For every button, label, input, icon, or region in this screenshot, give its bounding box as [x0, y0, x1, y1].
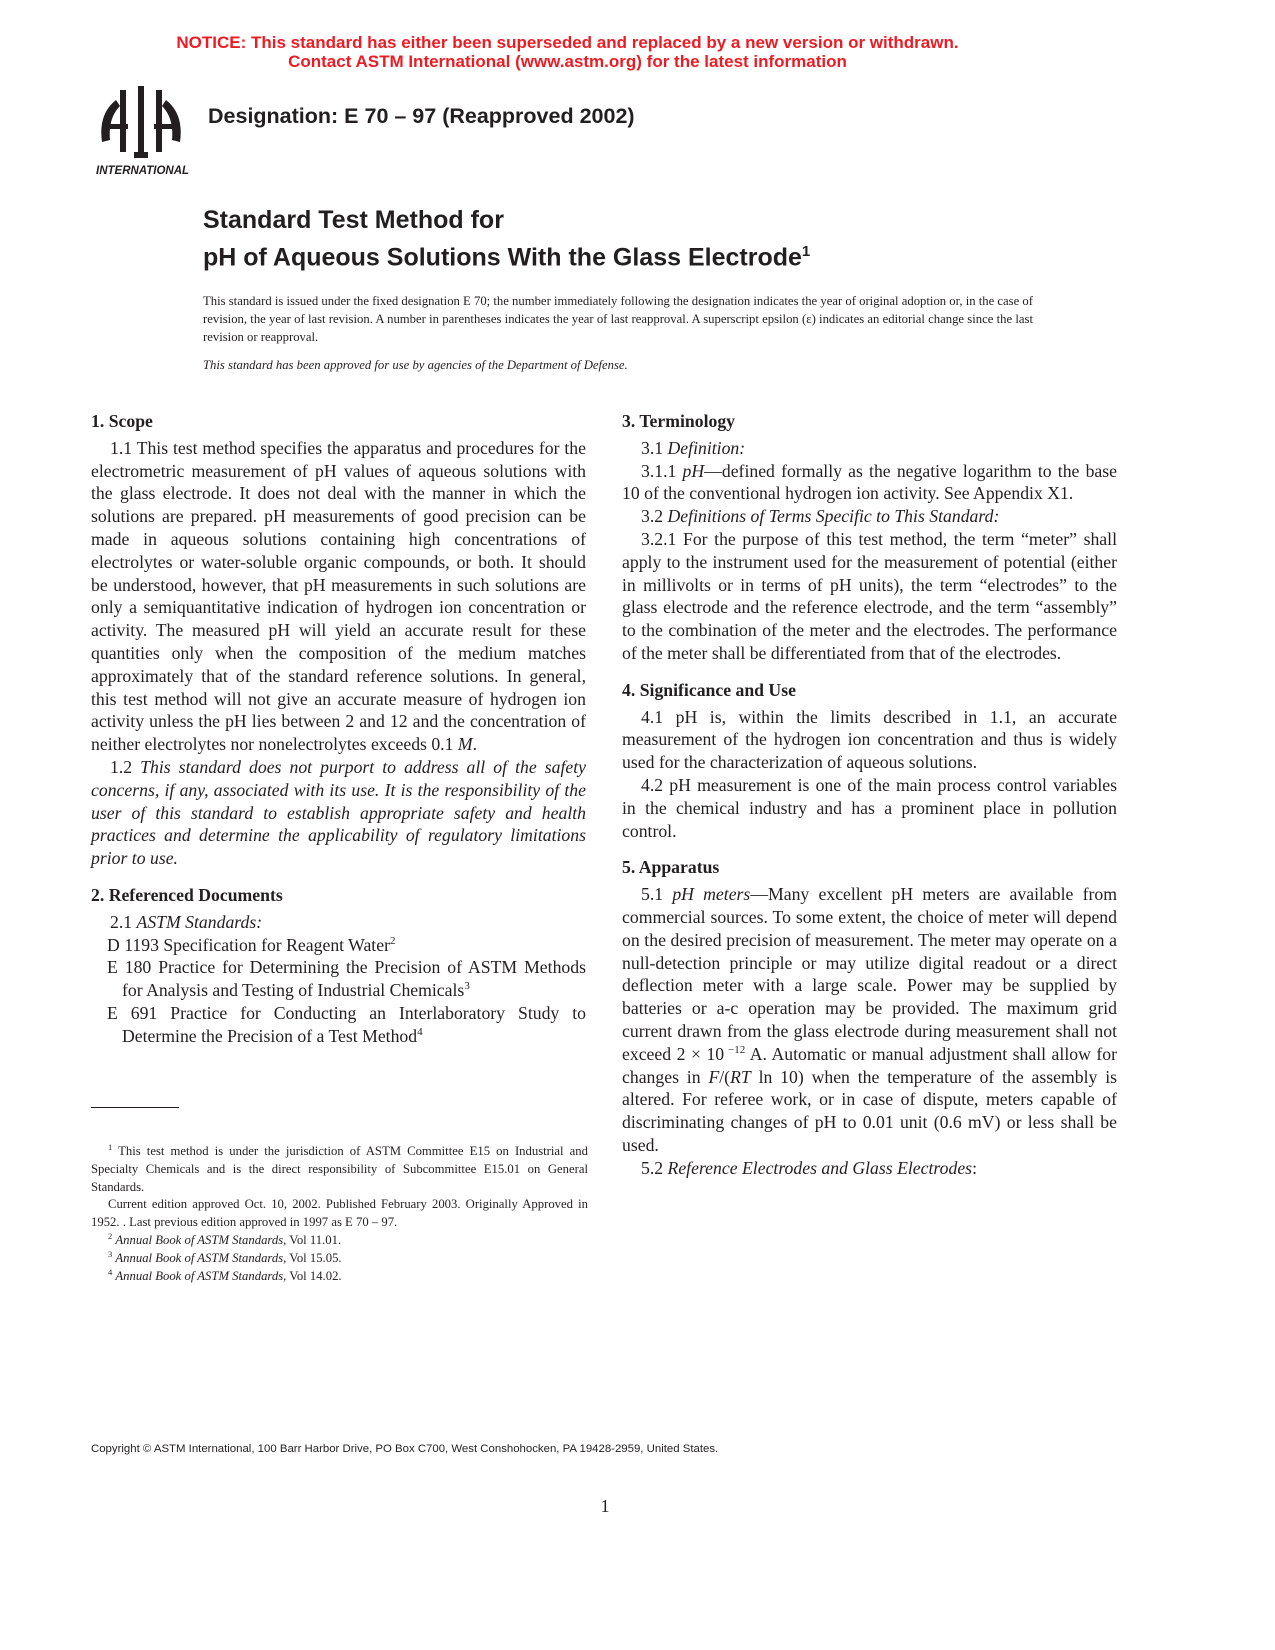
footnote-text: Current edition approved Oct. 10, 2002. Published February 2003. Originally Approved in 1952. . Last previous edition approved in 1997 as E 70 – 97. — [91, 1197, 588, 1230]
section-heading-referenced-documents: 2. Referenced Documents — [91, 884, 283, 905]
paragraph-3-1-text: Definition: — [667, 437, 746, 458]
paragraph-5-2-colon: : — [972, 1157, 977, 1178]
section-heading-significance: 4. Significance and Use — [622, 679, 796, 700]
footnote-book-title: Annual Book of ASTM Standards, — [115, 1250, 287, 1265]
reference-text: E 691 Practice for Conducting an Interlaboratory Study to Determine the Precision of a Test Method — [107, 1002, 586, 1046]
paragraph-3-1-num: 3.1 — [641, 437, 664, 458]
footnote-text: Vol 15.05. — [286, 1250, 342, 1265]
copyright-line: Copyright © ASTM International, 100 Barr Harbor Drive, PO Box C700, West Conshohocken, PA 19428-2959, United States. — [91, 1443, 719, 1455]
unit-molar: M — [457, 734, 473, 755]
reference-footnote-mark: 4 — [417, 1025, 423, 1038]
page-number: 1 — [600, 1496, 610, 1516]
paragraph-5-2 — [622, 1157, 1117, 1180]
formula-f: F — [708, 1066, 720, 1087]
dod-approval-note: This standard has been approved for use by agencies of the Department of Defense. — [203, 358, 628, 372]
paragraph-3-1 — [622, 437, 1117, 460]
footnote-book-title: Annual Book of ASTM Standards, — [115, 1232, 287, 1247]
paragraph-1-1-text: 1.1 This test method specifies the apparatus and procedures for the electrometric measurement of pH values of aqueous solutions with the glass electrode. It does not deal with the manner in which the solutions are prepared. pH measurements of good precision can be made in aqueous solutions containing high concentrations of electrolytes or water-soluble organic compounds, or both. It should be understood, however, that pH measurements in such solutions are only a semiquantitative indication of hydrogen ion concentration or activity. The measured pH will yield an accurate result for these quantities only when the composition of the medium matches approximately that of the standard reference solutions. In general, this test method will not give an accurate measure of hydrogen ion activity unless the pH lies between 2 and 12 and the concentration of neither electrolytes nor nonelectrolytes exceeds 0.1 — [91, 437, 586, 755]
paragraph-3-2-num: 3.2 — [641, 506, 664, 527]
paragraph-5-1-text-a: —Many excellent pH meters are available from commercial sources. To some extent, the choice of meter will depend on the desired precision of measurement. The meter may operate on a null-detection principle or may utilize digital readout or a direct deflection meter with a large scale. Power may be supplied by batteries or a-c operation may be provided. The maximum grid current drawn from the glass electrode during measurement shall not exceed 2 × 10 — [622, 884, 1117, 1064]
paragraph-1-2-text: This standard does not purport to address all of the safety concerns, if any, associated with its use. It is the responsibility of the user of this standard to establish appropriate safety and health practices and determine the applicability of regulatory limitations prior to use. — [91, 756, 586, 869]
paragraph-3-1-1-num: 3.1.1 — [641, 460, 677, 481]
footnote-text: Vol 14.02. — [286, 1268, 342, 1283]
title-footnote-mark: 1 — [801, 243, 811, 260]
reference-item-e180 — [91, 956, 586, 1002]
issue-note: This standard is issued under the fixed designation E 70; the number immediately following the designation indicates the year of original adoption or, in the case of revision, the year of last revision. A number in parentheses indicates the year of last reapproval. A superscript epsilon (ε) indicates an editorial change since the last revision or reapproval. — [203, 294, 1033, 344]
title-line-2-text: pH of Aqueous Solutions With the Glass Electrode — [203, 243, 802, 272]
footnote-4 — [91, 1268, 588, 1286]
footnote-text: Vol 11.01. — [286, 1232, 342, 1247]
footnote-text: This test method is under the jurisdiction of ASTM Committee E15 on Industrial and Specialty Chemicals and is the direct responsibility of Subcommittee E15.01 on General Standards. — [91, 1144, 588, 1194]
paragraph-4-1: 4.1 pH is, within the limits described in 1.1, an accurate measurement of the hydrogen ion concentration and thus is widely used for the characterization of aqueous solutions. — [622, 706, 1117, 773]
reference-footnote-mark: 3 — [464, 980, 470, 993]
section-heading-apparatus: 5. Apparatus — [622, 857, 720, 878]
paragraph-3-2-text: Definitions of Terms Specific to This Standard: — [667, 506, 1000, 527]
paragraph-2-1-num: 2.1 — [110, 911, 133, 932]
paragraph-3-1-1 — [622, 460, 1117, 506]
section-heading-terminology: 3. Terminology — [622, 411, 736, 431]
notice-line-2: Contact ASTM International (www.astm.org) for the latest information — [288, 52, 847, 71]
left-column — [91, 410, 586, 1048]
title-line-1: Standard Test Method for — [203, 206, 504, 234]
footnote-mark: 2 — [108, 1230, 113, 1241]
astm-logo-icon — [94, 84, 194, 180]
footnotes — [91, 1143, 588, 1285]
paragraph-5-2-text: Reference Electrodes and Glass Electrodes — [667, 1157, 973, 1178]
paragraph-2-1-text: ASTM Standards: — [136, 911, 263, 932]
paragraph-2-1 — [91, 911, 586, 934]
paragraph-5-1-text-c: ln 10) when the temperature of the assembly is altered. For referee work, or in case of dispute, meters capable of discriminating changes of pH to 0.01 unit (0.6 mV) or less shall be used. — [622, 1066, 1118, 1155]
paragraph-3-2 — [622, 505, 1117, 528]
reference-text: E 180 Practice for Determining the Precision of ASTM Methods for Analysis and Testing of Industrial Chemicals — [107, 957, 586, 1001]
paragraph-5-1-num: 5.1 — [641, 884, 664, 905]
term-ph: pH — [682, 460, 705, 481]
grid-current-exponent: −12 — [724, 1043, 746, 1056]
reference-text: D 1193 Specification for Reagent Water — [107, 934, 390, 955]
footnote-2 — [91, 1232, 588, 1250]
paragraph-5-2-num: 5.2 — [641, 1157, 664, 1178]
document-title — [203, 205, 810, 273]
footnote-edition — [91, 1196, 588, 1232]
notice-banner — [0, 33, 1135, 71]
paragraph-1-2-num: 1.2 — [110, 756, 133, 777]
right-column — [622, 410, 1117, 1180]
reference-item-e691 — [91, 1002, 586, 1048]
footnote-divider — [91, 1107, 179, 1108]
footnote-mark: 1 — [108, 1142, 113, 1152]
paragraph-3-1-1-text: —defined formally as the negative logarithm to the base 10 of the conventional hydrogen ion activity. See Appendix X1. — [622, 460, 1117, 504]
title-line-2 — [203, 236, 810, 273]
footnote-mark: 4 — [108, 1266, 113, 1277]
paragraph-4-2: 4.2 pH measurement is one of the main process control variables in the chemical industry and has a prominent place in pollution control. — [622, 774, 1117, 841]
section-heading-scope: 1. Scope — [91, 411, 153, 431]
designation: Designation: E 70 – 97 (Reapproved 2002) — [208, 104, 635, 128]
logo-wordmark: INTERNATIONAL — [96, 165, 190, 177]
notice-line-1: NOTICE: This standard has either been superseded and replaced by a new version or withdrawn. — [176, 33, 959, 52]
footnote-mark: 3 — [108, 1248, 113, 1259]
reference-item-d1193 — [91, 934, 586, 957]
footnote-1 — [91, 1143, 588, 1196]
reference-footnote-mark: 2 — [389, 934, 396, 947]
paragraph-1-1: 1.1 This test method specifies the apparatus and procedures for the electrometric measurement of pH values of aqueous solutions with the glass electrode. It does not deal with the manner in which the solutions are prepared. pH measurements of good precision can be made in aqueous solutions containing high concentrations of electrolytes or water-soluble organic compounds, or both. It should be understood, however, that pH measurements in such solutions are only a semiquantitative indication of hydrogen ion concentration or activity. The measured pH will yield an accurate result for these quantities only when the composition of the medium matches approximately that of the standard reference solutions. In general, this test method will not give an accurate measure of hydrogen ion activity unless the pH lies between 2 and 12 and the concentration of neither electrolytes nor nonelectrolytes exceeds 0.1 M. — [91, 437, 586, 755]
paragraph-1-2 — [91, 756, 586, 870]
paragraph-5-1 — [622, 883, 1117, 1157]
formula-slash: /( — [719, 1066, 731, 1087]
footnote-3 — [91, 1250, 588, 1268]
term-ph-meters: pH meters — [672, 884, 751, 905]
footnote-book-title: Annual Book of ASTM Standards, — [115, 1268, 287, 1283]
paragraph-3-2-1: 3.2.1 For the purpose of this test method, the term “meter” shall apply to the instrument used for the measurement of potential (either in millivolts or in terms of pH units), the term “electrodes” to the glass electrode and the reference electrode, and the term “assembly” to the combination of the meter and the electrodes. The performance of the meter shall be differentiated from that of the electrodes. — [622, 528, 1117, 663]
paragraph-5-1-text-b: A. Automatic or manual adjustment shall allow for changes in — [622, 1043, 1117, 1087]
formula-rt: RT — [730, 1066, 751, 1087]
